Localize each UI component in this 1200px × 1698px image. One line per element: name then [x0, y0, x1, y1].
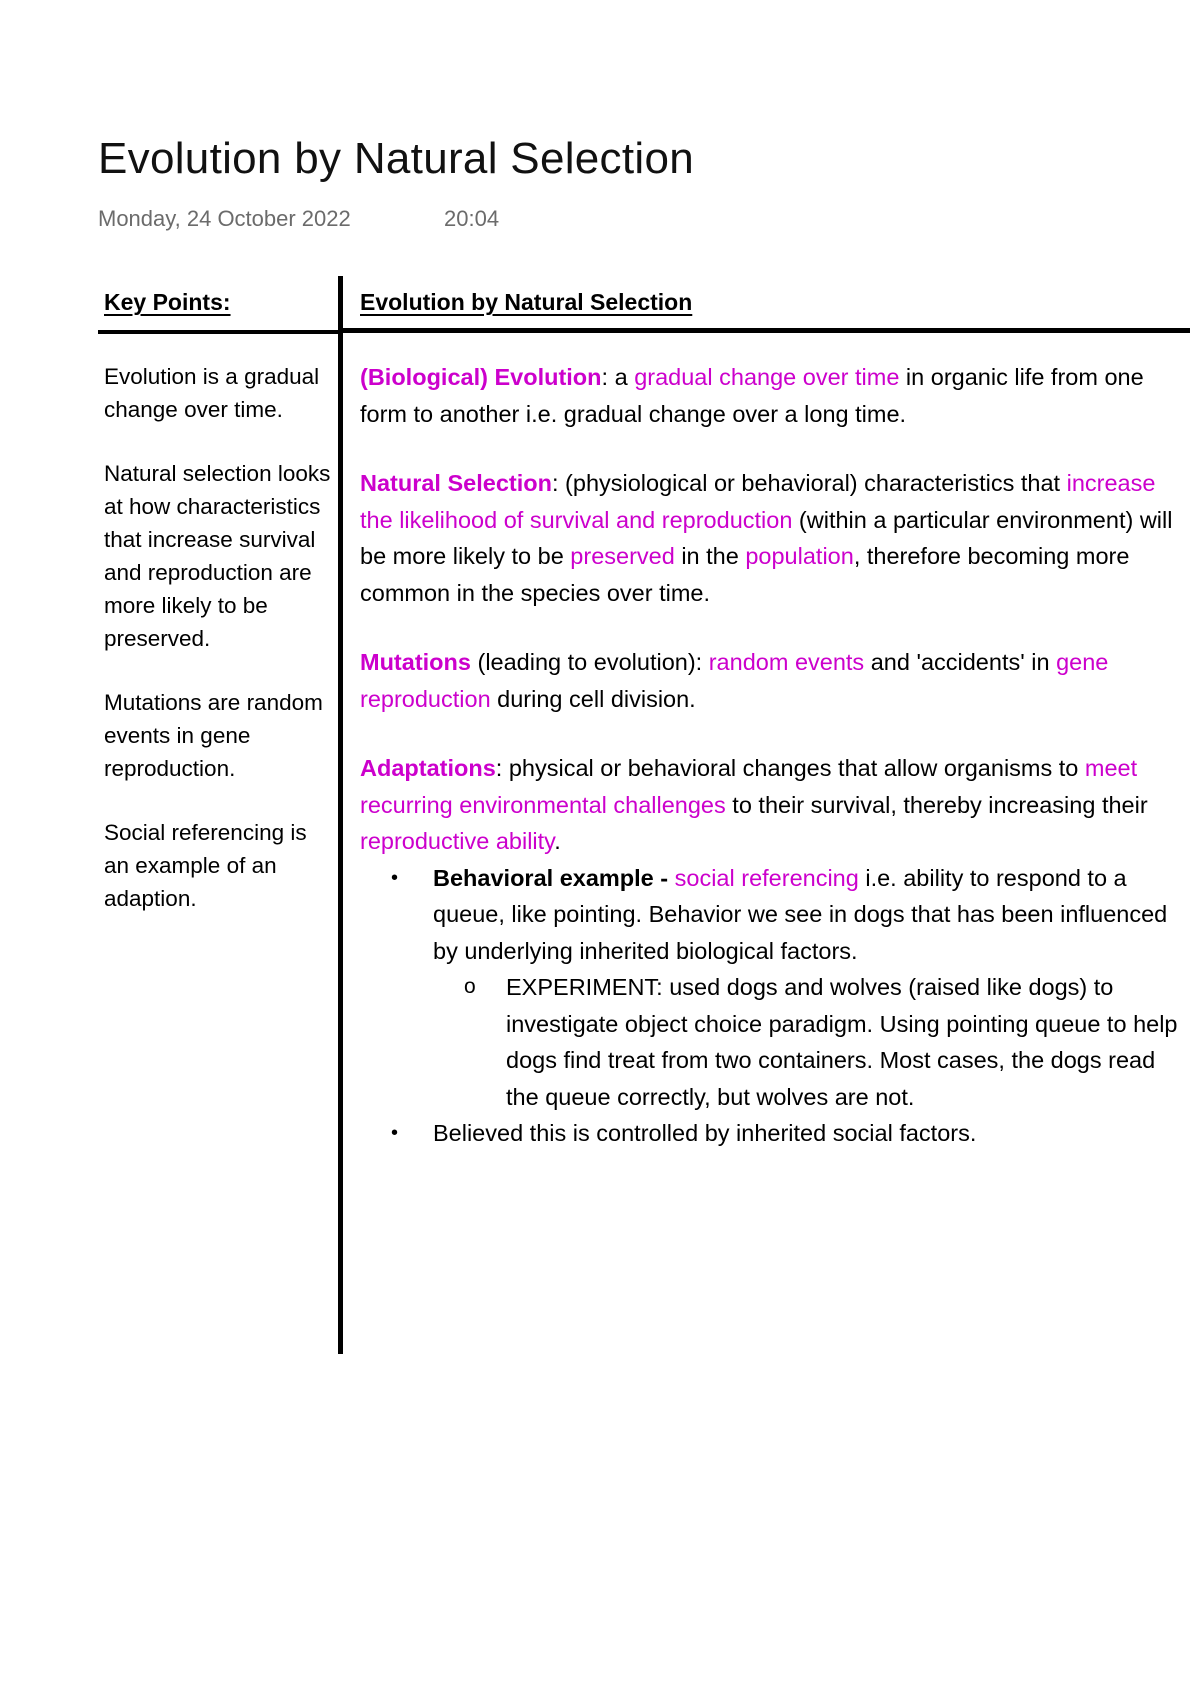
- term-mutations: Mutations: [360, 649, 471, 675]
- adaptation-bullets: [360, 860, 1180, 1152]
- notes-body: [360, 359, 1180, 1152]
- term-adaptations: Adaptations: [360, 755, 496, 781]
- highlight-span: reproductive ability: [360, 828, 555, 854]
- term-natural-selection: Natural Selection: [360, 470, 552, 496]
- bold-label: Behavioral example -: [433, 864, 669, 891]
- key-points-heading: Key Points:: [104, 289, 231, 315]
- text-span: : a: [601, 364, 635, 390]
- text-span: : physical or behavioral changes that allow organisms to: [495, 755, 1085, 781]
- list-item: [360, 1115, 1180, 1152]
- text-span: EXPERIMENT: used dogs and wolves (raised like dogs) to investigate object choice paradigm. Using pointing queue to help dogs find treat from two containers. Most cases, the dogs read the queue correctly, but wolves are not.: [506, 974, 1178, 1110]
- text-span: : (physiological or behavioral) characteristics that: [551, 470, 1067, 496]
- page-date: Monday, 24 October 2022: [98, 206, 351, 231]
- text-span: and 'accidents' in: [864, 649, 1057, 675]
- notes-rule: [340, 328, 1190, 333]
- bullet-dot-icon: •: [391, 866, 399, 889]
- text-span: in the: [674, 543, 746, 569]
- highlight-span: gradual change over time: [634, 364, 900, 390]
- definition-mutations: [360, 644, 1180, 717]
- text-span: Believed this is controlled by inherited social factors.: [433, 1120, 977, 1146]
- bullet-circle-icon: o: [464, 975, 476, 998]
- key-points-rule: [98, 330, 340, 334]
- text-span: to their survival, thereby increasing their: [725, 791, 1148, 818]
- notes-heading: Evolution by Natural Selection: [360, 289, 693, 315]
- key-point: Social referencing is an example of an adaption.: [104, 820, 307, 911]
- text-span: during cell division.: [490, 685, 696, 712]
- highlight-span: social referencing: [674, 864, 859, 891]
- highlight-span: preserved: [570, 543, 675, 569]
- text-span: (within a particular environment) will be more likely to be: [360, 506, 1173, 569]
- highlight-span: meet recurring environmental challenges: [360, 755, 1138, 818]
- bullet-dot-icon: •: [391, 1122, 399, 1144]
- key-points-list: [104, 360, 334, 946]
- text-span: , therefore becoming more common in the species over time.: [360, 543, 1130, 606]
- text-span: in organic life from one form to another i.e. gradual change over a long time.: [360, 364, 1144, 427]
- highlight-span: population: [745, 543, 854, 569]
- definition-evolution: [360, 359, 1180, 432]
- list-item: [360, 860, 1180, 970]
- key-point: Natural selection looks at how characteristics that increase survival and reproduction are more likely to be preserved.: [104, 461, 331, 651]
- list-item: [360, 969, 1180, 1115]
- page-title: Evolution by Natural Selection: [98, 134, 694, 183]
- key-point: Evolution is a gradual change over time.: [104, 364, 320, 422]
- text-span: .: [554, 828, 561, 854]
- definition-natural-selection: [360, 465, 1180, 611]
- highlight-span: gene reproduction: [360, 649, 1109, 712]
- highlight-span: increase the likelihood of survival and reproduction: [360, 470, 1156, 533]
- column-divider: [338, 276, 343, 1354]
- term-evolution: (Biological) Evolution: [360, 364, 602, 390]
- highlight-span: random events: [708, 649, 865, 675]
- definition-adaptations: [360, 750, 1180, 860]
- text-span: i.e. ability to respond to a queue, like pointing. Behavior we see in dogs that has been influenced by underlying inherited biological factors.: [433, 864, 1168, 964]
- text-span: (leading to evolution):: [470, 649, 709, 675]
- page-time: 20:04: [444, 206, 500, 231]
- key-point: Mutations are random events in gene reproduction.: [104, 690, 323, 781]
